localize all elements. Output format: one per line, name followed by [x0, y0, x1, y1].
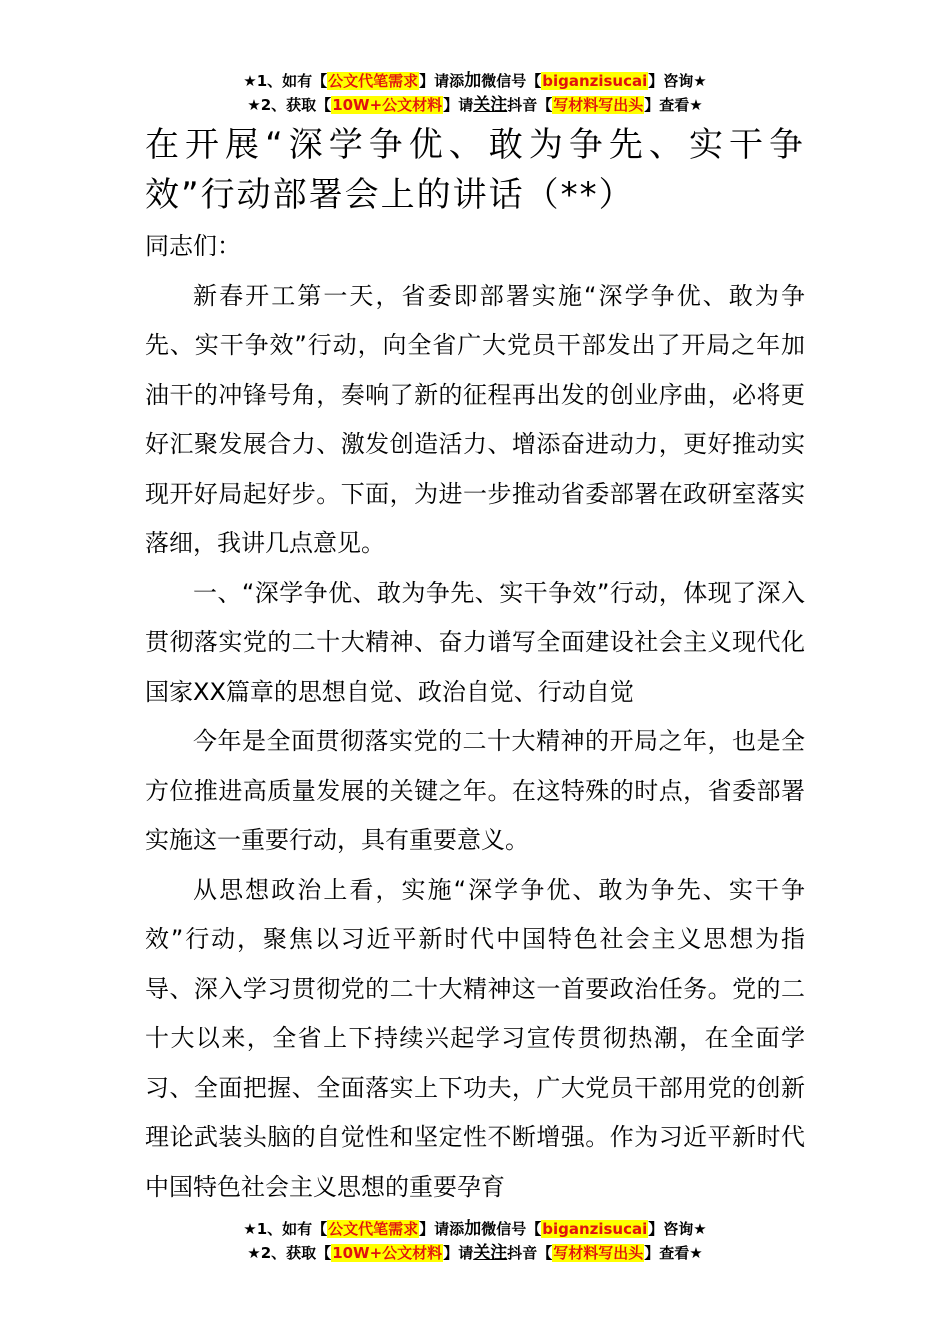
banner-text: ★1、如有【 [243, 1220, 328, 1238]
banner-line-1 [0, 70, 950, 94]
banner-emphasis: 关注 [473, 95, 508, 115]
banner-emphasis: 关注 [473, 1243, 508, 1263]
banner-text: 抖音【 [507, 1244, 553, 1262]
document-body [145, 222, 805, 1212]
banner-text: ★1、如有【 [243, 72, 328, 90]
banner-text: 】请 [443, 96, 474, 114]
highlight-materials: 10W+公文材料 [332, 96, 443, 114]
banner-emphasis: 加 [464, 71, 482, 91]
paragraph: 从思想政治上看，实施“深学争优、敢为争先、实干争效”行动，聚焦以习近平新时代中国特色社会主义思想为指导、深入学习贯彻党的二十大精神这一首要政治任务。党的二十大以来，全省上下持续兴起学习宣传贯彻热潮，在全面学习、全面把握、全面落实上下功夫，广大党员干部用党的创新理论武装头脑的自觉性和坚定性不断增强。作为习近平新时代中国特色社会主义思想的重要孕育 [145, 875, 805, 1201]
banner-text: 】咨询★ [648, 1220, 707, 1238]
banner-line-2 [0, 1242, 950, 1266]
banner-text: 】查看★ [644, 96, 703, 114]
paragraph: 今年是全面贯彻落实党的二十大精神的开局之年，也是全方位推进高质量发展的关键之年。在这特殊的时点，省委部署实施这一重要行动，具有重要意义。 [145, 727, 805, 854]
banner-text: 微信号【 [481, 72, 542, 90]
banner-text: ★2、获取【 [247, 1244, 332, 1262]
highlight-materials: 10W+公文材料 [332, 1244, 443, 1262]
banner-line-2 [0, 94, 950, 118]
banner-text: 微信号【 [481, 1220, 542, 1238]
highlight-service: 公文代笔需求 [328, 72, 419, 90]
banner-text: ★2、获取【 [247, 96, 332, 114]
section-heading: 一、“深学争优、敢为争先、实干争效”行动，体现了深入贯彻落实党的二十大精神、奋力谱写全面建设社会主义现代化国家XX篇章的思想自觉、政治自觉、行动自觉 [145, 578, 805, 706]
top-banner [0, 70, 950, 118]
highlight-wechat-id: biganzisucai [542, 1220, 648, 1238]
banner-text: 】请添 [419, 1220, 465, 1238]
banner-emphasis: 加 [464, 1219, 482, 1239]
banner-text: 】请添 [419, 72, 465, 90]
banner-text: 】请 [443, 1244, 474, 1262]
banner-text: 】咨询★ [648, 72, 707, 90]
paragraph: 新春开工第一天，省委即部署实施“深学争优、敢为争先、实干争效”行动，向全省广大党员干部发出了开局之年加油干的冲锋号角，奏响了新的征程再出发的创业序曲，必将更好汇聚发展合力、激发创造活力、增添奋进动力，更好推动实现开好局起好步。下面，为进一步推动省委部署在政研室落实落细，我讲几点意见。 [145, 281, 805, 557]
highlight-wechat-id: biganzisucai [542, 72, 648, 90]
document-title: 在开展“深学争优、敢为争先、实干争效”行动部署会上的讲话（**） [145, 125, 805, 215]
highlight-douyin: 写材料写出头 [553, 1244, 644, 1262]
bottom-banner [0, 1218, 950, 1266]
highlight-service: 公文代笔需求 [328, 1220, 419, 1238]
banner-line-1 [0, 1218, 950, 1242]
salutation: 同志们： [145, 232, 241, 260]
banner-text: 】查看★ [644, 1244, 703, 1262]
highlight-douyin: 写材料写出头 [553, 96, 644, 114]
banner-text: 抖音【 [507, 96, 553, 114]
